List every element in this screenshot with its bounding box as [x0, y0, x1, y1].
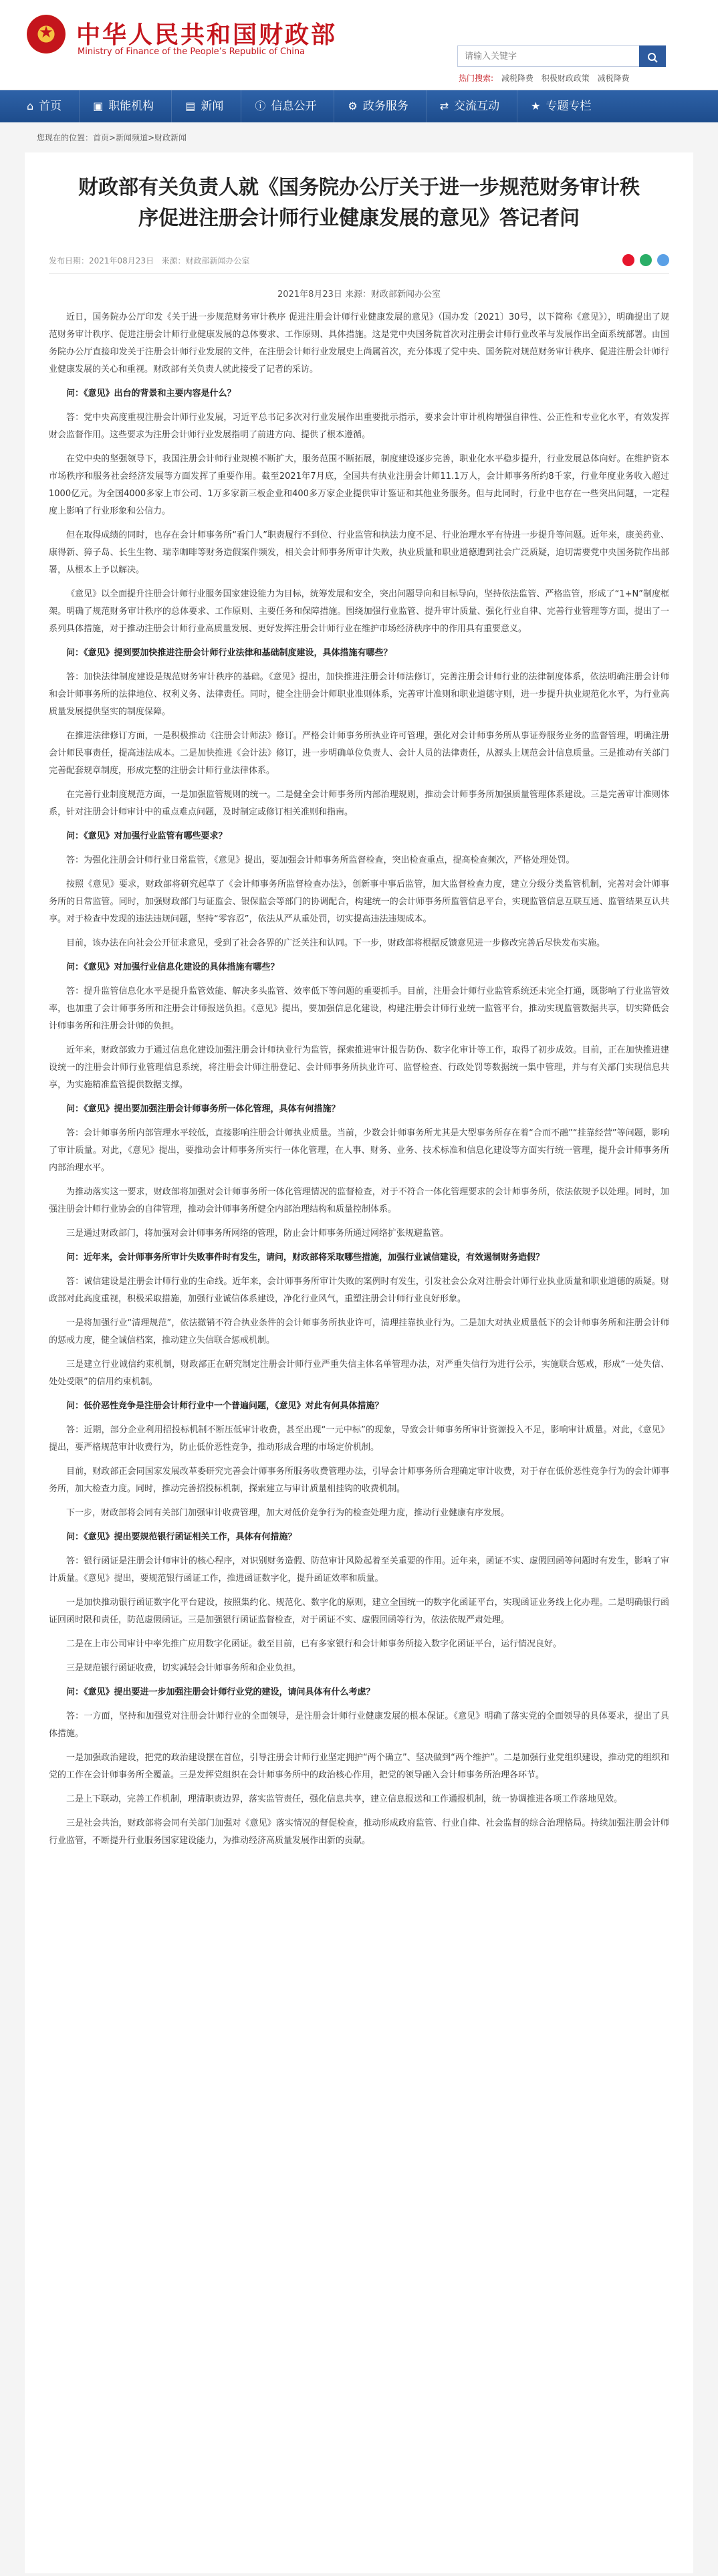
article-source: 来源：财政部新闻办公室 — [161, 255, 250, 265]
nav-news[interactable] — [172, 90, 241, 122]
article-paragraph: 三是建立行业诚信约束机制，财政部正在研究制定注册会计师行业严重失信主体名单管理办法，对严重失信行为进行公示，实施联合惩戒，形成“一处失信、处处受限”的信用约束机制。 — [49, 1360, 669, 1387]
search-button[interactable] — [639, 45, 666, 67]
nav-topics[interactable] — [517, 90, 608, 122]
nav-label: 职能机构 — [108, 100, 154, 113]
news-icon: ▤ — [185, 100, 196, 112]
article-title: 财政部有关负责人就《国务院办公厅关于进一步规范财务审计秩序促进注册会计师行业健康发展的意见》答记者问 — [78, 176, 640, 230]
article-paragraph: 近年来，财政部致力于通过信息化建设加强注册会计师执业行为监管，探索推进审计报告防伪、数字化审计等工作，取得了初步成效。目前，正在加快推进建设统一的注册会计师行业管理信息系统，将注册会计师注册登记、会计师事务所执业许可、监督检查、行政处罚等数据统一集中管理，并与有关部门实现信息共享，为实施精准监管提供数据支撑。 — [49, 1045, 669, 1090]
article-paragraph: 答：提升监管信息化水平是提升监管效能、解决多头监管、效率低下等问题的重要抓手。目前，注册会计师行业监管系统还未完全打通，既影响了行业监管效率，也加重了会计师事务所和注册会计师报送负担。《意见》提出，要加强信息化建设，构建注册会计师行业统一监管平台，推动实现监管数据共享，切实降低会计师事务所和注册会计师的负担。 — [49, 986, 669, 1031]
article-paragraph: 下一步，财政部将会同有关部门加强审计收费管理，加大对低价竞争行为的检查处理力度，推动行业健康有序发展。 — [66, 1508, 510, 1518]
article-question: 问：《意见》提出要规范银行函证相关工作，具体有何措施？ — [66, 1532, 297, 1542]
article-question: 问：《意见》出台的背景和主要内容是什么？ — [66, 389, 236, 399]
article-paragraph: 答：诚信建设是注册会计师行业的生命线。近年来，会计师事务所审计失败的案例时有发生，引发社会公众对注册会计师行业执业质量和职业道德的质疑。财政部对此高度重视，积极采取措施，加强行业诚信体系建设，净化行业风气，重塑注册会计师行业良好形象。 — [49, 1277, 669, 1304]
search-box — [457, 45, 666, 67]
exchange-icon: ⇄ — [439, 100, 449, 112]
qq-share-icon[interactable] — [657, 254, 669, 266]
article-paragraph: 三是规范银行函证收费，切实减轻会计师事务所和企业负担。 — [66, 1663, 302, 1673]
article-paragraph: 《意见》以全面提升注册会计师行业服务国家建设能力为目标，统筹发展和安全，突出问题导向和目标导向，坚持依法监管、严格监管，形成了“1+N”制度框架。明确了规范财务审计秩序的总体要求、工作原则、主要任务和保障措施。围绕加强行业监管、提升审计质量、强化行业自律、完善行业管理等方面，提出了一系列具体措施，对于推动注册会计师行业高质量发展、更好发挥注册会计师行业在维护市场经济秩序中的作用具有重要意义。 — [49, 589, 669, 634]
article-question: 问：低价恶性竞争是注册会计师行业中一个普遍问题，《意见》对此有何具体措施？ — [66, 1401, 384, 1411]
site-title-en: Ministry of Finance of the People’s Republic of China — [78, 47, 306, 57]
hot-search-link[interactable]: 积极财政政策 — [541, 74, 590, 83]
article-paragraph: 目前，该办法在向社会公开征求意见，受到了社会各界的广泛关注和认同。下一步，财政部将根据反馈意见进一步修改完善后尽快发布实施。 — [66, 938, 606, 948]
article-paragraph: 三是社会共治，财政部将会同有关部门加强对《意见》落实情况的督促检查，推动形成政府监管、行业自律、社会监督的综合治理格局。持续加强注册会计师行业监管，不断提升行业服务国家建设能力，为推动经济高质量发展作出新的贡献。 — [49, 1818, 669, 1846]
gear-icon: ⚙ — [348, 100, 358, 112]
article-body — [49, 309, 669, 1850]
article-paragraph: 在完善行业制度规范方面，一是加强监管规则的统一。二是健全会计师事务所内部治理规则，推动会计师事务所加强质量管理体系建设。三是完善审计准则体系，针对注册会计师审计中的重点难点问题，及时制定或修订相关准则和指南。 — [49, 790, 669, 817]
article-paragraph: 答：银行函证是注册会计师审计的核心程序，对识别财务造假、防范审计风险起着至关重要的作用。近年来，函证不实、虚假回函等问题时有发生，影响了审计质量。《意见》提出，要规范银行函证工作，推进函证数字化，提升函证效率和质量。 — [49, 1556, 669, 1584]
article-meta — [49, 254, 669, 274]
article-question: 问：《意见》对加强行业监管有哪些要求？ — [66, 831, 227, 841]
weibo-share-icon[interactable] — [622, 254, 634, 266]
article-paragraph: 三是通过财政部门，将加强对会计师事务所网络的管理，防止会计师事务所通过网络扩张规避监管。 — [66, 1228, 449, 1239]
nav-departments[interactable] — [80, 90, 172, 122]
hot-searches — [459, 72, 635, 84]
article-paragraph: 近日，国务院办公厅印发《关于进一步规范财务审计秩序 促进注册会计师行业健康发展的意见》（国办发〔2021〕30号，以下简称《意见》），明确提出了规范财务审计秩序、促进注册会计师行业健康发展的总体要求、工作原则、具体措施。这是党中央国务院首次对注册会计师行业改革与发展作出全面系统部署。由国务院办公厅直接印发关于注册会计师行业发展的文件，在注册会计师行业发展史上尚属首次，充分体现了党中央、国务院对规范财务审计秩序、促进注册会计师行业健康发展的关心和重视。财政部有关负责人就此接受了记者的采访。 — [49, 312, 669, 374]
nav-label: 政务服务 — [362, 100, 408, 113]
article-paragraph: 在党中央的坚强领导下，我国注册会计师行业规模不断扩大，服务范围不断拓展，制度建设逐步完善，职业化水平稳步提升，行业发展总体向好。在维护资本市场秩序和服务社会经济发展等方面发挥了重要作用。截至2021年7月底，全国共有执业注册会计师11.1万人，会计师事务所约8千家，行业年度业务收入超过1000亿元。为全国4000多家上市公司、1万多家新三板企业和400多万家企业提供审计鉴证和其他业务服务。但与此同时，行业中也存在一些突出问题，一定程度上影响了行业形象和公信力。 — [49, 454, 669, 516]
article-paragraph: 一是将加强行业“清理规范”，依法撤销不符合执业条件的会计师事务所执业许可，清理挂靠执业行为。二是加大对执业质量低下的会计师事务所和注册会计师的惩戒力度，健全诚信档案，推动建立失信联合惩戒机制。 — [49, 1318, 669, 1346]
article-paragraph: 答：加快法律制度建设是规范财务审计秩序的基础。《意见》提出，加快推进注册会计师法修订，完善注册会计师行业的法律制度体系，依法明确注册会计师和会计师事务所的法律地位、权利义务、法律责任。同时，健全注册会计师职业准则体系，完善审计准则和职业道德守则，进一步提升执业规范化水平，为行业高质量发展提供坚实的制度保障。 — [49, 672, 669, 717]
site-title[interactable]: 中华人民共和国财政部 — [76, 21, 338, 49]
main-nav — [0, 90, 718, 122]
article-paragraph: 答：会计师事务所内部管理水平较低，直接影响注册会计师执业质量。当前，少数会计师事务所尤其是大型事务所存在着“合而不融”“挂靠经营”等问题，影响了审计质量。对此，《意见》提出，要推动会计师事务所实行一体化管理，在人事、财务、业务、技术标准和信息化建设等方面实行统一管理，提升会计师事务所内部治理水平。 — [49, 1128, 669, 1173]
article-paragraph: 二是上下联动，完善工作机制，理清职责边界，落实监管责任，强化信息共享，建立信息报送和工作通报机制，统一协调推进各项工作落地见效。 — [66, 1794, 623, 1804]
nav-info-disclosure[interactable] — [241, 90, 334, 122]
nav-label: 交流互动 — [454, 100, 500, 113]
nav-home[interactable] — [13, 90, 80, 122]
wechat-share-icon[interactable] — [640, 254, 652, 266]
breadcrumb-prefix: 您现在的位置： — [37, 133, 94, 142]
nav-label: 信息公开 — [271, 100, 317, 113]
hot-search-label: 热门搜索: — [459, 74, 494, 83]
nav-label: 新闻 — [201, 100, 224, 113]
hot-search-link[interactable]: 减税降费 — [597, 74, 630, 83]
article-paragraph: 答：一方面，坚持和加强党对注册会计师行业的全面领导，是注册会计师行业健康发展的根本保证。《意见》明确了落实党的全面领导的具体要求，提出了具体措施。 — [49, 1711, 669, 1739]
nav-services[interactable] — [334, 90, 426, 122]
article-dateline: 2021年8月23日 来源：财政部新闻办公室 — [277, 290, 441, 300]
article — [25, 152, 693, 2573]
building-icon: ▣ — [93, 100, 104, 112]
article-question: 问：《意见》提到要加快推进注册会计师行业法律和基础制度建设，具体措施有哪些？ — [66, 648, 392, 658]
breadcrumb — [25, 122, 693, 152]
search-input[interactable] — [458, 46, 638, 66]
breadcrumb-path[interactable]: 首页>新闻频道>财政新闻 — [93, 133, 187, 142]
home-icon: ⌂ — [27, 100, 34, 112]
publish-date: 发布日期：2021年08月23日 — [49, 255, 154, 265]
article-paragraph: 答：党中央高度重视注册会计师行业发展，习近平总书记多次对行业发展作出重要批示指示，要求会计审计机构增强自律性、公正性和专业化水平，有效发挥财会监督作用。这些要求为注册会计师行业发展指明了前进方向、提供了根本遵循。 — [49, 413, 669, 440]
article-paragraph: 答：为强化注册会计师行业日常监管，《意见》提出，要加强会计师事务所监督检查，突出检查重点，提高检查频次，严格处理处罚。 — [66, 855, 575, 865]
article-paragraph: 二是在上市公司审计中率先推广应用数字化函证。截至目前，已有多家银行和会计师事务所接入数字化函证平台，运行情况良好。 — [66, 1639, 562, 1649]
nav-interaction[interactable] — [427, 90, 517, 122]
info-icon: ⓘ — [255, 100, 266, 112]
article-paragraph: 但在取得成绩的同时，也存在会计师事务所“看门人”职责履行不到位、行业监管和执法力度不足、行业治理水平有待进一步提升等问题。近年来，康美药业、康得新、獐子岛、长生生物、瑞幸咖啡等财务造假案件频发，相关会计师事务所审计失败，执业质量和职业道德遭到社会广泛质疑，迫切需要党中央国务院作出部署，从根本上予以解决。 — [49, 530, 669, 575]
article-question: 问：近年来，会计师事务所审计失败事件时有发生，请问，财政部将采取哪些措施，加强行业诚信建设，有效遏制财务造假？ — [66, 1253, 545, 1263]
site-header — [0, 0, 718, 90]
article-paragraph: 在推进法律修订方面，一是积极推动《注册会计师法》修订。严格会计师事务所执业许可管理，强化对会计师事务所从事证券服务业务的监督管理，明确注册会计师民事责任，提高违法成本。二是加快推进《会计法》修订，进一步明确单位负责人、会计人员的法律责任，从源头上规范会计信息质量。三是推动有关部门完善配套规章制度，形成完整的注册会计师行业法律体系。 — [49, 731, 669, 776]
search-icon — [647, 52, 658, 63]
article-paragraph: 一是加快推动银行函证数字化平台建设，按照集约化、规范化、数字化的原则，建立全国统一的数字化函证平台，实现函证业务线上化办理。二是明确银行函证回函时限和责任，防范虚假函证。三是加强银行函证监督检查，对于函证不实、虚假回函等行为，依法依规严肃处理。 — [49, 1598, 669, 1625]
article-paragraph: 目前，财政部正会同国家发展改革委研究完善会计师事务所服务收费管理办法，引导会计师事务所合理确定审计收费，对于存在低价恶性竞争行为的会计师事务所，加大检查力度。同时，推动完善招投标机制，探索建立与审计质量相挂钩的收费机制。 — [49, 1467, 669, 1494]
star-icon: ★ — [531, 100, 541, 112]
article-question: 问：《意见》对加强行业信息化建设的具体措施有哪些？ — [66, 962, 279, 972]
nav-label: 专题专栏 — [546, 100, 592, 113]
nav-label: 首页 — [39, 100, 62, 113]
article-paragraph: 一是加强政治建设，把党的政治建设摆在首位，引导注册会计师行业坚定拥护“两个确立”、坚决做到“两个维护”。二是加强行业党组织建设，推动党的组织和党的工作在会计师事务所全覆盖。三是发挥党组织在会计师事务所中的政治核心作用，把党的领导融入会计师事务所治理各环节。 — [49, 1753, 669, 1780]
article-paragraph: 为推动落实这一要求，财政部将加强对会计师事务所一体化管理情况的监督检查，对于不符合一体化管理要求的会计师事务所，依法依规予以处理。同时，加强注册会计师行业协会的自律管理，推动会计师事务所健全内部治理结构和质量控制体系。 — [49, 1187, 669, 1214]
national-emblem-icon — [27, 15, 66, 53]
article-question: 问：《意见》提出要加强注册会计师事务所一体化管理，具体有何措施？ — [66, 1104, 340, 1114]
article-paragraph: 按照《意见》要求，财政部将研究起草了《会计师事务所监督检查办法》，创新事中事后监管，加大监督检查力度，建立分级分类监管机制，完善对会计师事务所的日常监管。同时，加强财政部门与证监会、银保监会等部门的协调配合，构建统一的会计师事务所监管信息平台，实现监管信息互联互通、监管结果互认共享。对于检查中发现的违法违规问题，坚持“零容忍”，依法从严从重处罚，切实提高违法违规成本。 — [49, 879, 669, 924]
hot-search-link[interactable]: 减税降费 — [501, 74, 533, 83]
share-bar — [622, 254, 669, 266]
article-question: 问：《意见》提出要进一步加强注册会计师行业党的建设，请问具体有什么考虑？ — [66, 1687, 375, 1697]
article-paragraph: 答：近期，部分企业利用招投标机制不断压低审计收费，甚至出现“一元中标”的现象，导致会计师事务所审计资源投入不足，影响审计质量。对此，《意见》提出，要严格规范审计收费行为，防止低价恶性竞争，推动形成合理的市场定价机制。 — [49, 1425, 669, 1453]
